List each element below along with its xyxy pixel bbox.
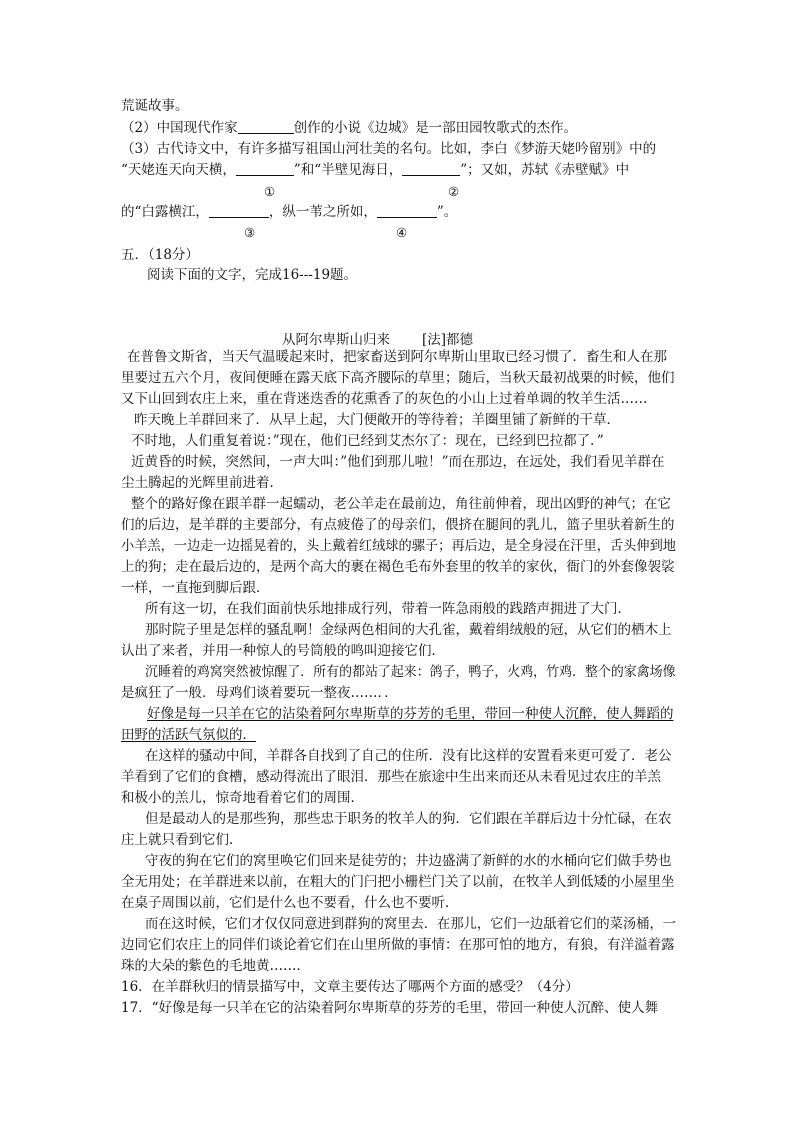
- article-line: 昨天晚上羊群回来了．从早上起，大门便敞开的等待着；羊圈里铺了新鲜的干草．: [134, 412, 620, 428]
- article-line: 在桌子周围以前，它们是什么也不要看，什么也不要听．: [121, 895, 459, 911]
- question-16: 16．在羊群秋归的情景描写中，文章主要传达了哪两个方面的感受？（4分）: [121, 979, 579, 995]
- article-line: 里要过五六个月，夜间便睡在露天底下高齐腰际的草里；随后，当秋天最初战栗的时候，他们: [121, 370, 675, 386]
- article-line: 整个的路好像在跟羊群一起蠕动，老公羊走在最前边，角往前伸着，现出凶野的神气；在它: [131, 496, 671, 512]
- blank-marker-1: ①: [264, 184, 276, 199]
- question-item-2: [121, 119, 577, 137]
- answer-blank-2[interactable]: [402, 161, 460, 176]
- article-line: 庄上就只看到它们．: [121, 832, 243, 848]
- article-line-underlined: 田野的活跃气氛似的．: [121, 727, 256, 743]
- answer-blank-4[interactable]: [377, 203, 437, 218]
- article-line: 羊看到了它们的食槽，感动得流出了眼泪．那些在旅途中生出来而还从未看见过农庄的羊羔: [121, 769, 661, 785]
- text-segment: （2）中国现代作家: [121, 120, 238, 136]
- text-segment: ”和“半壁见海日，: [293, 162, 403, 178]
- question-17: 17．“好像是每一只羊在它的沾染着阿尔卑斯草的芬芳的毛里，带回一种使人沉醉、使人舞: [121, 1000, 659, 1016]
- blank-marker-2: ②: [448, 184, 460, 199]
- text-segment: 的“白露横江，: [121, 204, 209, 220]
- article-line: 小羊羔，一边走一边摇晃着的，头上戴着红绒球的骡子；再后边，是全身浸在汗里，舌头伸到地: [121, 538, 676, 554]
- text-segment: ”。: [436, 204, 458, 220]
- text-segment: 创作的小说《边城》是一部田园牧歌式的杰作。: [293, 120, 578, 136]
- answer-blank-1[interactable]: [236, 161, 294, 176]
- article-line: 在这样的骚动中间，羊群各自找到了自己的住所．没有比这样的安置看来更可爱了．老公: [145, 748, 672, 764]
- article-line: 又下山回到农庄上来，重在背迷迭香的花熏香了的灰色的小山上过着单调的牧羊生活……: [121, 391, 648, 407]
- article-line: 但是最动人的是那些狗，那些忠于职务的牧羊人的狗．它们跟在羊群后边十分忙碌，在农: [145, 811, 672, 827]
- question-item-3-line3: [121, 203, 457, 221]
- article-line: 和极小的羔儿，惊奇地看着它们的周围．: [121, 790, 364, 806]
- text-line: 荒诞故事。: [121, 98, 189, 114]
- article-line: 所有这一切，在我们面前快乐地排成行列，带着一阵急雨般的践踏声拥进了大门．: [145, 601, 631, 617]
- question-item-3: （3）古代诗文中，有许多描写祖国山河壮美的名句。比如，李白《梦游天姥吟留别》中的: [121, 141, 657, 157]
- section-instruction: 阅读下面的文字，完成16---19题。: [147, 267, 358, 283]
- article-line: 那时院子里是怎样的骚乱啊！金绿两色相间的大孔雀，戴着绢绒般的冠，从它们的栖木上: [145, 622, 672, 638]
- article-line: 是疯狂了一般．母鸡们谈着要玩一整夜……．．: [121, 685, 398, 701]
- blank-marker-4: ④: [396, 225, 408, 240]
- article-line: 尘土腾起的光辉里前进着．: [121, 475, 283, 491]
- text-segment: ，纵一苇之所如，: [268, 204, 377, 220]
- section-heading: 五．（18分）: [121, 247, 199, 263]
- question-item-3-line2: [121, 161, 629, 179]
- article-line: 边同它们农庄上的同伴们谈论着它们在山里所做的事情：在那可怕的地方，有狼，有洋溢着露: [121, 937, 675, 953]
- answer-blank[interactable]: [238, 119, 294, 134]
- article-title: [282, 328, 473, 348]
- text-segment: ”；又如，苏轼《赤壁赋》中: [460, 162, 630, 178]
- article-line: 不时地，人们重复着说：”现在，他们已经到艾杰尔了：现在，已经到巴拉都了．”: [131, 433, 604, 449]
- article-line: 一样，一直拖到脚后跟．: [121, 580, 270, 596]
- article-title-text: 从阿尔卑斯山归来: [282, 332, 390, 348]
- article-line: 珠的大朵的紫色的毛地黄……．: [121, 958, 310, 974]
- blank-marker-3: ③: [244, 225, 256, 240]
- article-line: 而在这时候，它们才仅仅同意进到群狗的窝里去．在那儿，它们一边舐着它们的菜汤桶，一: [145, 916, 676, 932]
- article-line: 全无用处；在羊群进来以前，在粗大的门闩把小栅栏门关了以前，在牧羊人到低矮的小屋里坐: [121, 874, 675, 890]
- article-line: 沉睡着的鸡窝突然被惊醒了．所有的都站了起来：鸽子，鸭子，火鸡，竹鸡．整个的家禽场像: [145, 664, 676, 680]
- article-line: 上的狗；走在最后边的，是两个高大的裹在褐色毛布外套里的牧羊的家伙，衙门的外套像袈裟: [121, 559, 675, 575]
- text-segment: “天姥连天向天横，: [121, 162, 236, 178]
- article-line: 们的后边，是羊群的主要部分，有点疲倦了的母亲们，偎挤在腿间的乳儿，篮子里驮着新生的: [121, 517, 675, 533]
- answer-blank-3[interactable]: [209, 203, 269, 218]
- article-author: [法]都德: [422, 332, 474, 348]
- article-line: 守夜的狗在它们的窝里唤它们回来是徒劳的；井边盛满了新鲜的水的水桶向它们做手势也: [145, 853, 672, 869]
- article-line: 认出了来者，并用一种惊人的号筒般的鸣叫迎接它们．: [121, 643, 445, 659]
- article-line-underlined: 好像是每一只羊在它的沾染着阿尔卑斯草的芬芳的毛里，带回一种使人沉醉，使人舞蹈的: [147, 706, 674, 722]
- article-line: 近黄昏的时候，突然间，一声大叫：”他们到那儿啦！”而在那边，在远处，我们看见羊群在: [131, 454, 665, 470]
- article-line: 在普鲁文斯省，当天气温暖起来时，把家畜送到阿尔卑斯山里取已经习惯了．畜生和人在那: [127, 349, 667, 365]
